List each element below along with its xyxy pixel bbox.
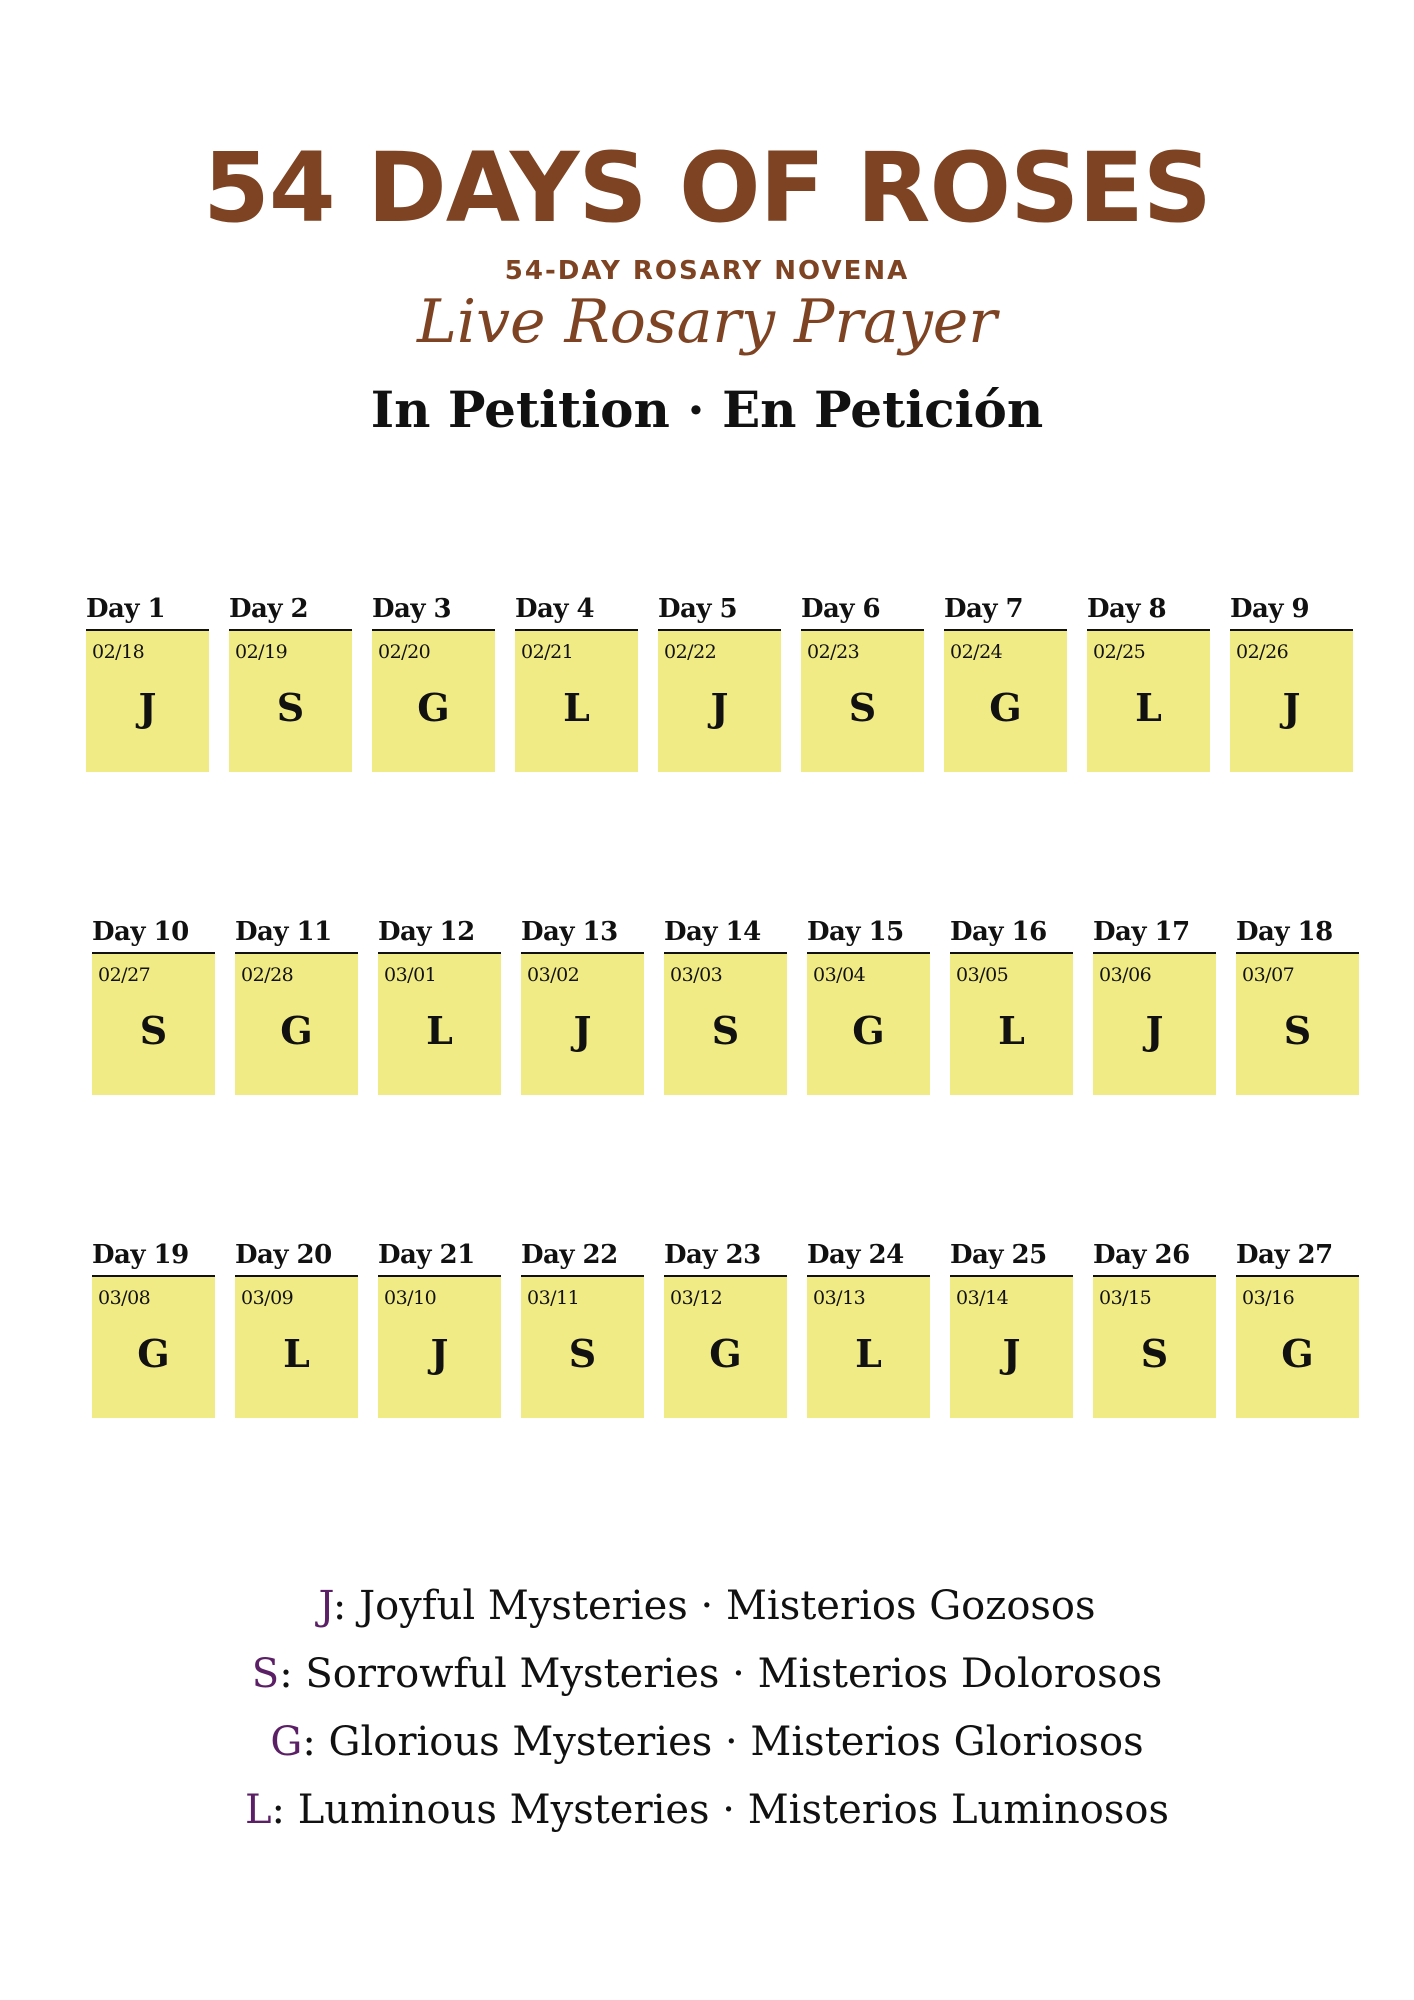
mystery-letter: G — [280, 1008, 313, 1053]
page-subtitle: 54-DAY ROSARY NOVENA — [504, 256, 910, 286]
script-title: Live Rosary Prayer — [417, 287, 997, 357]
day-box — [372, 631, 495, 772]
day-date: 03/09 — [241, 1287, 294, 1309]
day-date: 02/24 — [950, 641, 1003, 663]
day-label: Day 26 — [1093, 1240, 1190, 1270]
day-box — [807, 1277, 930, 1418]
legend-row-luminous — [0, 1787, 1414, 1833]
day-box — [950, 1277, 1073, 1418]
mystery-letter: S — [1140, 1331, 1169, 1376]
day-date: 03/06 — [1099, 964, 1152, 986]
day-box — [1236, 954, 1359, 1095]
day-box — [515, 631, 638, 772]
day-label: Day 7 — [944, 594, 1024, 624]
day-box — [1093, 954, 1216, 1095]
day-date: 02/28 — [241, 964, 294, 986]
mystery-letter: L — [563, 685, 590, 730]
day-date: 03/11 — [527, 1287, 580, 1309]
day-label: Day 16 — [950, 917, 1047, 947]
day-label: Day 10 — [92, 917, 189, 947]
day-label: Day 4 — [515, 594, 595, 624]
legend-row-glorious — [0, 1719, 1414, 1765]
day-date: 02/19 — [235, 641, 288, 663]
day-label: Day 23 — [664, 1240, 761, 1270]
day-date: 02/23 — [807, 641, 860, 663]
mystery-letter: G — [137, 1331, 170, 1376]
legend-key: L — [244, 1787, 272, 1833]
day-box — [658, 631, 781, 772]
mystery-letter: L — [998, 1008, 1025, 1053]
mystery-letter: J — [1282, 685, 1301, 730]
day-label: Day 22 — [521, 1240, 618, 1270]
day-label: Day 12 — [378, 917, 475, 947]
mystery-letter: S — [139, 1008, 168, 1053]
day-label: Day 8 — [1087, 594, 1167, 624]
day-date: 03/14 — [956, 1287, 1009, 1309]
legend-row-joyful — [0, 1583, 1414, 1629]
day-date: 03/10 — [384, 1287, 437, 1309]
mystery-letter: S — [1283, 1008, 1312, 1053]
legend-key: S — [251, 1651, 280, 1697]
day-date: 02/26 — [1236, 641, 1289, 663]
day-box — [86, 631, 209, 772]
day-date: 03/05 — [956, 964, 1009, 986]
petition-heading: In Petition · En Petición — [370, 380, 1044, 439]
mystery-letter: S — [848, 685, 877, 730]
day-box — [521, 1277, 644, 1418]
day-box — [801, 631, 924, 772]
day-box — [235, 954, 358, 1095]
day-date: 03/08 — [98, 1287, 151, 1309]
day-box — [944, 631, 1067, 772]
day-date: 03/13 — [813, 1287, 866, 1309]
day-box — [1093, 1277, 1216, 1418]
mystery-letter: G — [852, 1008, 885, 1053]
day-label: Day 20 — [235, 1240, 332, 1270]
day-box — [378, 954, 501, 1095]
day-date: 03/01 — [384, 964, 437, 986]
day-box — [1236, 1277, 1359, 1418]
mystery-letter: S — [711, 1008, 740, 1053]
day-label: Day 14 — [664, 917, 761, 947]
day-box — [1087, 631, 1210, 772]
day-date: 02/20 — [378, 641, 431, 663]
day-label: Day 2 — [229, 594, 309, 624]
mystery-letter: S — [568, 1331, 597, 1376]
mystery-letter: G — [417, 685, 450, 730]
day-date: 03/02 — [527, 964, 580, 986]
day-label: Day 3 — [372, 594, 452, 624]
day-date: 02/27 — [98, 964, 151, 986]
day-box — [1230, 631, 1353, 772]
day-label: Day 21 — [378, 1240, 475, 1270]
day-label: Day 15 — [807, 917, 904, 947]
day-date: 02/18 — [92, 641, 145, 663]
day-box — [521, 954, 644, 1095]
day-date: 03/12 — [670, 1287, 723, 1309]
day-date: 03/03 — [670, 964, 723, 986]
day-box — [92, 1277, 215, 1418]
day-date: 02/22 — [664, 641, 717, 663]
legend-text: : Glorious Mysteries · Misterios Gloriosos — [302, 1719, 1144, 1765]
mystery-letter: S — [276, 685, 305, 730]
mystery-letter: J — [1002, 1331, 1021, 1376]
day-label: Day 6 — [801, 594, 881, 624]
mystery-letter: G — [1281, 1331, 1314, 1376]
mystery-letter: J — [710, 685, 729, 730]
day-label: Day 13 — [521, 917, 618, 947]
day-label: Day 17 — [1093, 917, 1190, 947]
day-label: Day 19 — [92, 1240, 189, 1270]
page-title: 54 DAYS OF ROSES — [203, 132, 1211, 244]
day-label: Day 27 — [1236, 1240, 1333, 1270]
legend-text: : Joyful Mysteries · Misterios Gozosos — [332, 1583, 1096, 1629]
day-date: 02/25 — [1093, 641, 1146, 663]
mystery-letter: L — [426, 1008, 453, 1053]
day-box — [664, 1277, 787, 1418]
day-box — [664, 954, 787, 1095]
day-date: 03/07 — [1242, 964, 1295, 986]
legend-row-sorrowful — [0, 1651, 1414, 1697]
day-label: Day 1 — [86, 594, 166, 624]
mystery-letter: L — [1135, 685, 1162, 730]
day-box — [92, 954, 215, 1095]
day-date: 03/16 — [1242, 1287, 1295, 1309]
day-label: Day 18 — [1236, 917, 1333, 947]
day-label: Day 9 — [1230, 594, 1310, 624]
day-box — [235, 1277, 358, 1418]
mystery-letter: J — [1145, 1008, 1164, 1053]
day-box — [229, 631, 352, 772]
mystery-letter: J — [573, 1008, 592, 1053]
mystery-letter: L — [855, 1331, 882, 1376]
day-label: Day 11 — [235, 917, 332, 947]
legend-text: : Luminous Mysteries · Misterios Luminosos — [271, 1787, 1170, 1833]
legend-text: : Sorrowful Mysteries · Misterios Dolorosos — [279, 1651, 1163, 1697]
mystery-letter: J — [430, 1331, 449, 1376]
legend-key: J — [318, 1583, 333, 1629]
day-label: Day 5 — [658, 594, 738, 624]
mystery-letter: J — [138, 685, 157, 730]
mystery-letter: G — [709, 1331, 742, 1376]
day-date: 03/04 — [813, 964, 866, 986]
day-box — [950, 954, 1073, 1095]
day-label: Day 25 — [950, 1240, 1047, 1270]
day-date: 02/21 — [521, 641, 574, 663]
mystery-letter: L — [283, 1331, 310, 1376]
legend-key: G — [270, 1719, 303, 1765]
day-label: Day 24 — [807, 1240, 904, 1270]
day-box — [378, 1277, 501, 1418]
mystery-letter: G — [989, 685, 1022, 730]
day-date: 03/15 — [1099, 1287, 1152, 1309]
day-box — [807, 954, 930, 1095]
